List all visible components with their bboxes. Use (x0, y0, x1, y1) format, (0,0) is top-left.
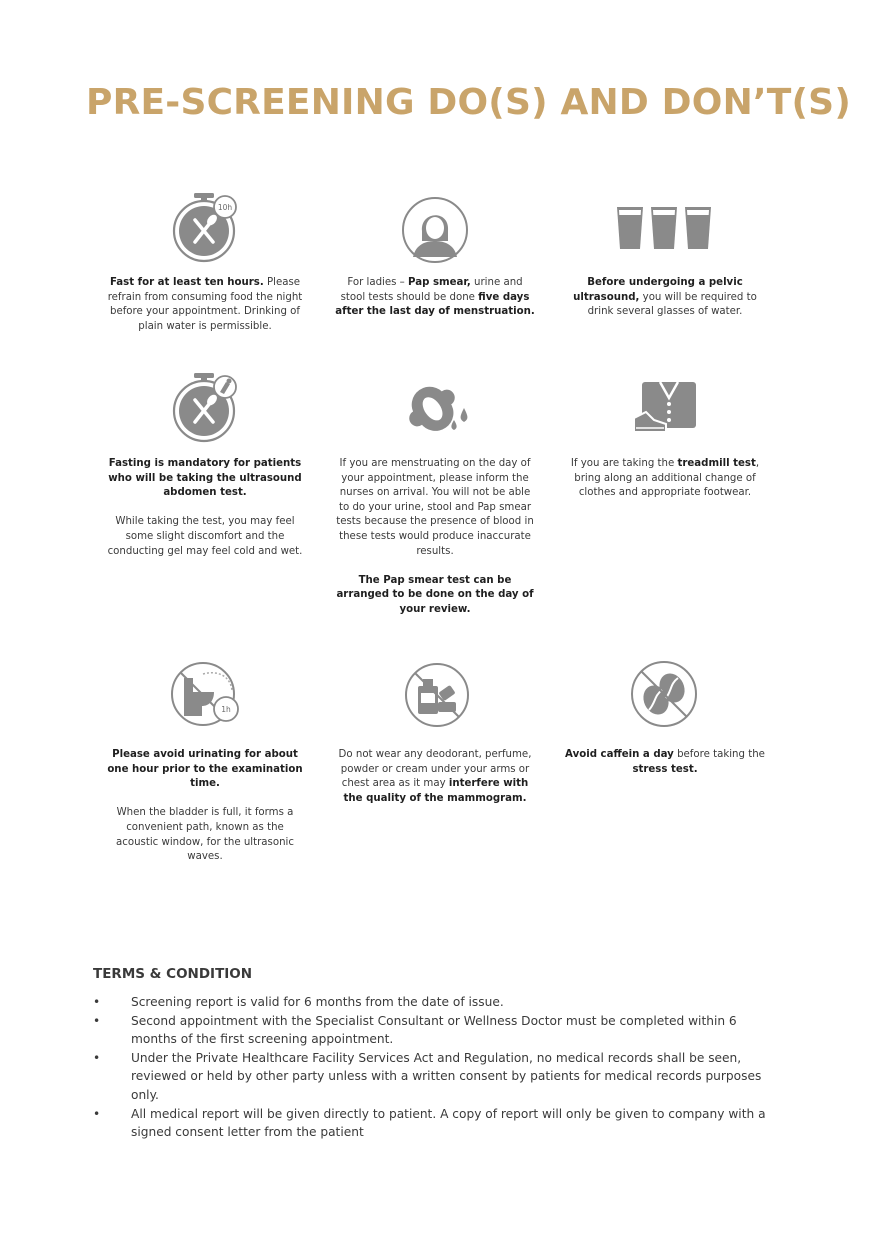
paragraph-gap (335, 559, 535, 574)
item-pap-text (335, 276, 535, 320)
terms-item: • All medical report will be given directly to patient. A copy of report will only be given to company with a signed consent letter from the patient (93, 1105, 783, 1142)
fasting-stopwatch-icon (168, 190, 242, 264)
item-abdomen-text (105, 457, 305, 559)
text-run: , bring along an additional change of clothes and appropriate footwear. (574, 458, 760, 499)
item-fast-text (105, 276, 305, 334)
item-paragraph (565, 276, 765, 320)
water-glasses-icon (615, 205, 715, 251)
terms-item: • Screening report is valid for 6 months from the date of issue. (93, 993, 783, 1012)
paragraph-gap (105, 501, 305, 516)
text-run: If you are taking the (570, 458, 678, 469)
bold-text-run: interfere with the quality of the mammogram. (343, 778, 529, 804)
item-paragraph (335, 748, 535, 806)
text-run: Do not wear any deodorant, perfume, powder or cream under your arms or chest area as it may (338, 749, 532, 790)
text-run: If you are menstruating on the day of your appointment, please inform the nurses on arrival. You will not be able to do your urine, stool and Pap smear tests because the presence of blood in these tests would produce inaccurate results. (336, 458, 534, 557)
text-run: urine and stool tests should be done (340, 277, 523, 303)
no-deodorant-icon (404, 662, 470, 728)
item-menstruating-text (335, 457, 535, 618)
text-run: While taking the test, you may feel some slight discomfort and the conducting gel may feel cold and wet. (107, 516, 303, 557)
terms-item: • Under the Private Healthcare Facility Services Act and Regulation, no medical records shall be seen, reviewed or held by other party unless with a written consent by patients for medical records purposes only. (93, 1049, 783, 1105)
bold-text-run: The Pap smear test can be arranged to be done on the day of your review. (336, 574, 534, 615)
bold-text-run: Fasting is mandatory for patients who will be taking the ultrasound abdomen test. (108, 458, 302, 499)
item-paragraph (335, 276, 535, 320)
bold-text-run: Please avoid urinating for about one hour prior to the examination time. (107, 749, 303, 790)
item-deodorant-text (335, 748, 535, 806)
bold-text-run: five days after the last day of menstruation. (335, 291, 535, 318)
terms-list (93, 993, 783, 1142)
item-paragraph (565, 457, 765, 501)
text-run: Please refrain from consuming food the night before your appointment. Drinking of plain water is permissible. (107, 277, 303, 332)
urinating-badge-label: 1h (221, 705, 231, 714)
bold-text-run: treadmill test (677, 458, 756, 469)
item-paragraph (105, 806, 305, 864)
item-caffeine-text (565, 748, 765, 777)
item-paragraph (105, 515, 305, 559)
clothes-shoe-icon (632, 380, 700, 436)
item-pelvic-text (565, 276, 765, 320)
bold-text-run: stress test. (632, 763, 698, 775)
text-run: you will be required to drink several glasses of water. (587, 291, 757, 318)
terms-item: • Second appointment with the Specialist Consultant or Wellness Doctor must be completed within 6 months of the first screening appointment. (93, 1012, 783, 1049)
item-paragraph (105, 748, 305, 792)
bold-text-run: Before undergoing a pelvic ultrasound, (573, 277, 743, 303)
bold-text-run: Pap smear, (408, 277, 471, 288)
text-run: For ladies – (347, 277, 409, 288)
text-run: When the bladder is full, it forms a convenient path, known as the acoustic window, for the ultrasonic waves. (116, 807, 294, 863)
item-urinating-text (105, 748, 305, 865)
item-paragraph (105, 276, 305, 334)
page-title: PRE-SCREENING DO(S) AND DON’T(S) (86, 82, 851, 123)
sanitary-pad-icon (402, 378, 474, 438)
text-run: before taking the (673, 749, 765, 760)
no-toilet-icon (168, 660, 244, 726)
item-paragraph (565, 748, 765, 777)
bold-text-run: Avoid caffein a day (565, 749, 674, 760)
bold-text-run: Fast for at least ten hours. (109, 277, 264, 288)
fasting-ultrasound-icon (168, 370, 242, 444)
terms-title: TERMS & CONDITION (93, 966, 253, 982)
item-paragraph (335, 457, 535, 559)
paragraph-gap (105, 792, 305, 807)
item-paragraph (105, 457, 305, 501)
no-coffee-icon (630, 660, 698, 728)
fasting-badge-label: 10h (217, 203, 233, 212)
item-treadmill-text (565, 457, 765, 501)
item-paragraph (335, 574, 535, 618)
woman-icon (400, 195, 470, 265)
